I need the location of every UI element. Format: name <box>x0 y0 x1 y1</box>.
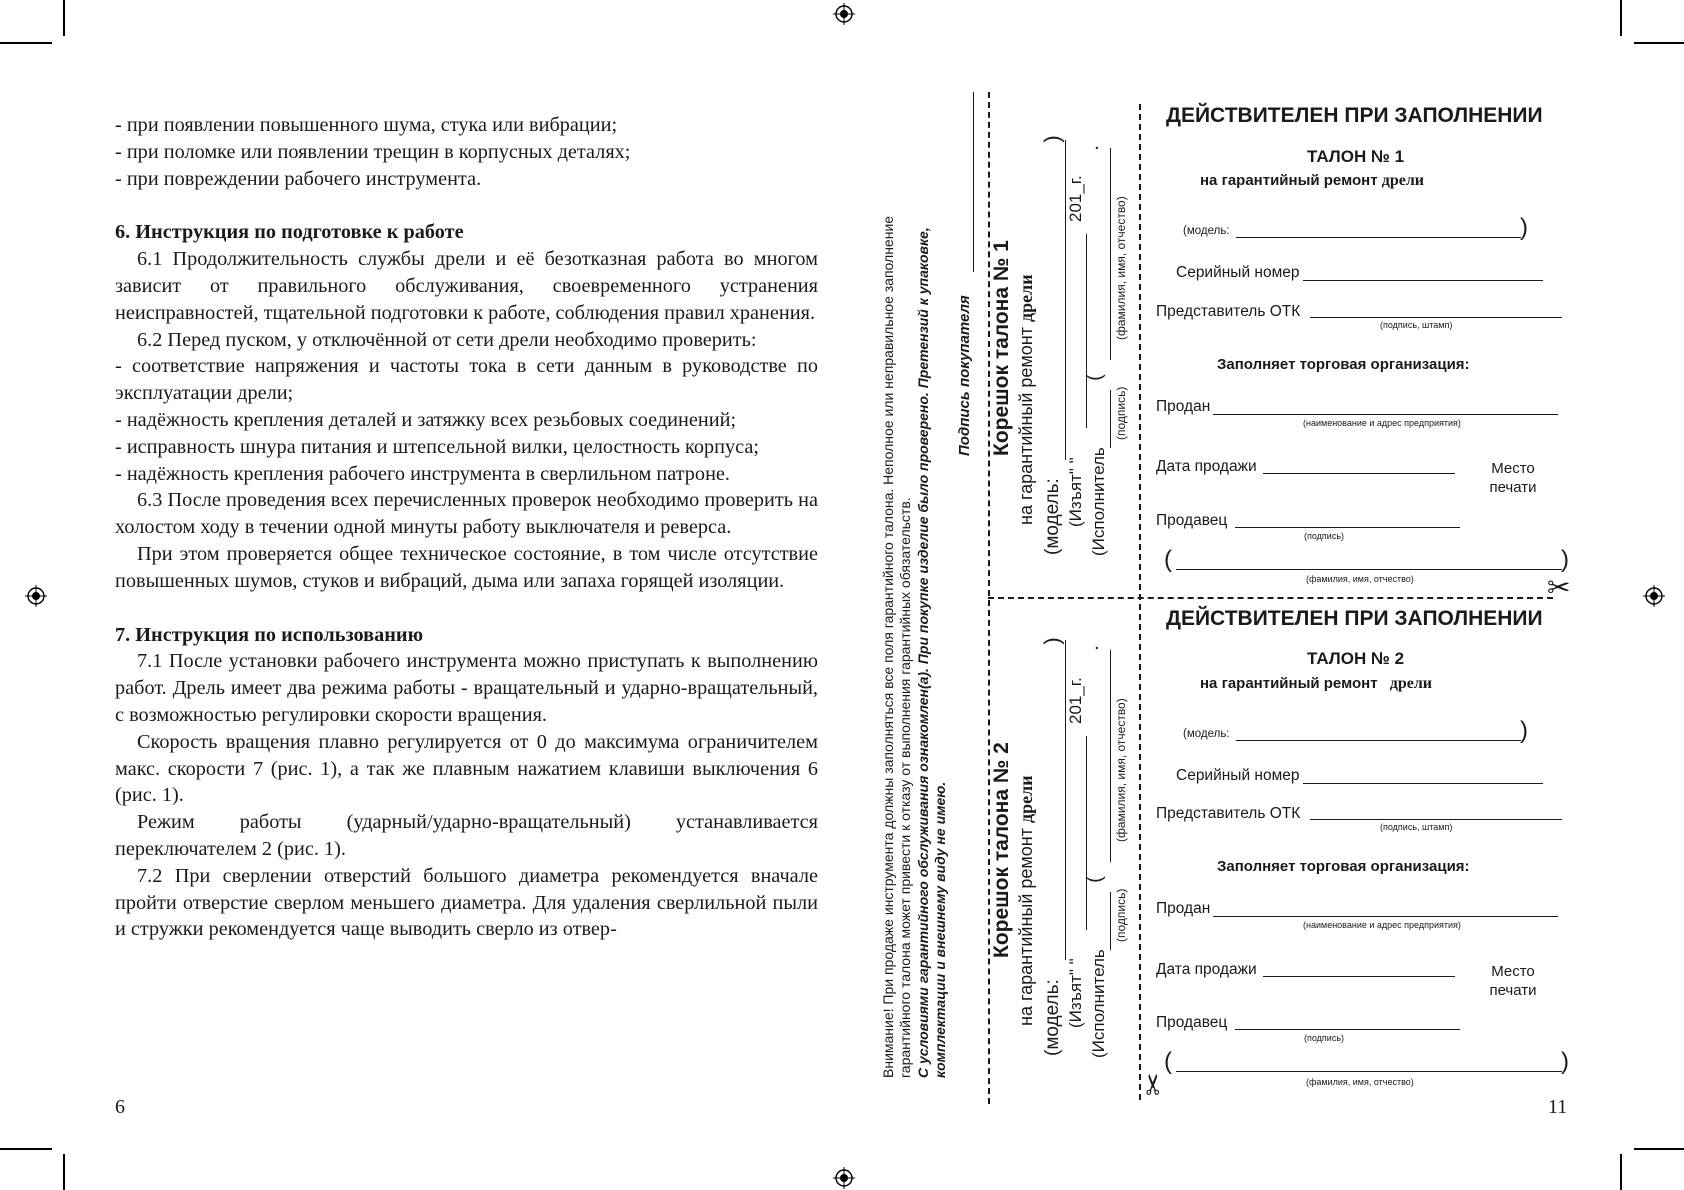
paragraph: Режим работы (ударный/ударно-вращательный) устанавливается переключателем 2 (рис. 1). <box>115 811 818 860</box>
left-page-text <box>115 112 818 943</box>
coupon-subtitle-text: на гарантийный ремонт <box>1200 172 1378 189</box>
stub-fio-caption: (фамилия, имя, отчество) <box>1114 698 1128 842</box>
stamp-label-text: Место печати <box>1489 460 1537 496</box>
paragraph: 6.1 Продолжительность службы дрели и её безотказная работа во многом зависит от правильного обслуживания, своевременного устранения неисправностей, тщательной подготовки к работе, соблюдения правил хранения. <box>115 248 818 324</box>
stub-model-paren: ) <box>1039 637 1065 645</box>
stamp-label-text: Место печати <box>1489 963 1537 999</box>
stub-executor-label: (Исполнитель <box>1089 447 1108 556</box>
sold-caption: (наименование и адрес предприятия) <box>1303 920 1461 930</box>
seller-caption: (подпись) <box>1304 1033 1345 1043</box>
bullet-item: - исправность шнура питания и штепсельной вилки, целостность корпуса; <box>115 435 760 458</box>
otk-line <box>1310 819 1562 820</box>
registration-mark-icon <box>833 3 855 25</box>
otk-caption: (подпись, штамп) <box>1380 320 1453 330</box>
cut-line <box>988 597 1553 599</box>
fio-caption: (фамилия, имя, отчество) <box>1306 574 1414 584</box>
paragraph: При этом проверяется общее техническое состояние, в том числе отсутствие повышенных шумов, стуков и вибраций, дыма или запаха горящей изоляции. <box>115 542 818 592</box>
bullet-item: - при поломке или появлении трещин в корпусных деталях; <box>115 140 631 163</box>
date-line <box>1263 976 1455 977</box>
serial-label: Серийный номер <box>1176 767 1300 784</box>
paragraph: 7.2 При сверлении отверстий большого диаметра рекомендуется вначале пройти отверстие сверлом меньшего диаметра. Для удаления сверлильной пыли и стружки рекомендуется чаще выводить сверло из отвер- <box>115 864 818 941</box>
stub-subtitle-tool: дрели <box>1016 274 1036 322</box>
seller-line <box>1235 1029 1460 1030</box>
date-label: Дата продажи <box>1156 961 1257 978</box>
seller-label: Продавец <box>1156 1014 1228 1031</box>
seller-label: Продавец <box>1156 512 1228 529</box>
stub-paren: ( <box>1083 374 1106 381</box>
warning-line: гарантийного талона может привести к отказу от выполнения гарантийных обязательств. <box>897 497 913 1078</box>
coupon-subtitle-tool: дрели <box>1389 675 1433 692</box>
crop-mark <box>0 1148 52 1150</box>
paragraph: 6.2 Перед пуском, у отключённой от сети дрели необходимо проверить: <box>137 328 757 351</box>
stub-title: Корешок талона № 1 <box>990 240 1013 456</box>
seller-caption: (подпись) <box>1304 531 1345 541</box>
sold-caption: (наименование и адрес предприятия) <box>1303 418 1461 428</box>
stub-sign-caption: (подпись) <box>1114 888 1128 942</box>
model-line <box>1236 237 1521 238</box>
sold-label: Продан <box>1156 900 1211 917</box>
crop-mark <box>1620 0 1622 36</box>
stub-executor-fio-line <box>1110 650 1111 862</box>
stub-executor-sign-line <box>1110 892 1111 950</box>
org-heading: Заполняет торговая организация: <box>1217 356 1470 373</box>
warning-line: Внимание! При продаже инструмента должны заполняться все поля гарантийного талона. Неполное или неправильное заполнение <box>880 215 896 1078</box>
stub-seized-label: (Изъят" " <box>1066 958 1085 1028</box>
serial-line <box>1303 280 1543 281</box>
org-heading: Заполняет торговая организация: <box>1217 858 1470 875</box>
coupon-heading: ДЕЙСТВИТЕЛЕН ПРИ ЗАПОЛНЕНИИ <box>1166 104 1543 127</box>
model-line <box>1236 740 1521 741</box>
sold-line <box>1213 414 1558 415</box>
otk-label: Представитель ОТК <box>1156 805 1301 822</box>
fio-paren-open: ( <box>1164 1048 1172 1075</box>
coupon-title: ТАЛОН № 1 <box>1307 147 1405 166</box>
otk-caption: (подпись, штамп) <box>1380 822 1453 832</box>
crop-mark <box>1634 1148 1684 1150</box>
date-label: Дата продажи <box>1156 458 1257 475</box>
stub-title: Корешок талона № 2 <box>990 742 1013 958</box>
bullet-item: - соответствие напряжения и частоты тока в сети данным в руководстве по эксплуатации дрели; <box>115 355 818 405</box>
cut-line <box>1139 104 1141 1100</box>
stamp-label <box>1483 459 1543 497</box>
crop-mark <box>63 0 65 36</box>
buyer-signature-label: Подпись покупателя <box>956 295 973 456</box>
coupon-subtitle-tool: дрели <box>1381 172 1425 189</box>
stub-executor-sign-line <box>1110 390 1111 448</box>
stub-seized-label: (Изъят" " <box>1066 457 1085 527</box>
section-6-heading: 6. Инструкция по подготовке к работе <box>115 221 464 244</box>
paragraph: Скорость вращения плавно регулируется от 0 до максимума ограничителем макс. скорости 7 (рис. 1), а так же плавным нажатием клавиши выключения 6 (рис. 1). <box>115 730 818 807</box>
stub-dot: . <box>1094 132 1100 154</box>
stub-paren: ( <box>1083 876 1106 883</box>
fio-line <box>1176 569 1562 570</box>
coupon-subtitle <box>1200 675 1432 693</box>
bullet-item: - при появлении повышенного шума, стука или вибрации; <box>115 114 618 136</box>
fio-paren-open: ( <box>1164 546 1172 573</box>
stub-executor-fio-line <box>1110 148 1111 360</box>
bullet-item: - при повреждении рабочего инструмента. <box>115 167 482 190</box>
stub-fio-caption: (фамилия, имя, отчество) <box>1114 196 1128 340</box>
stub-subtitle-text: на гарантийный ремонт <box>1016 327 1036 525</box>
page-number: 11 <box>1548 1096 1568 1118</box>
otk-label: Представитель ОТК <box>1156 303 1301 320</box>
section-7-heading: 7. Инструкция по использованию <box>115 623 424 646</box>
stub-dot: . <box>1094 632 1100 654</box>
model-label: (модель: <box>1183 225 1230 237</box>
crop-mark <box>1634 42 1684 44</box>
bullet-item: - надёжность крепления рабочего инструмента в сверлильном патроне. <box>115 462 731 485</box>
fio-line <box>1176 1071 1562 1072</box>
serial-label: Серийный номер <box>1176 264 1300 281</box>
crop-mark <box>1620 1154 1622 1190</box>
coupon-title: ТАЛОН № 2 <box>1307 649 1405 668</box>
fio-paren-close: ) <box>1561 1048 1569 1075</box>
stub-subtitle-tool: дрели <box>1016 775 1036 823</box>
model-paren: ) <box>1520 214 1528 241</box>
stub-subtitle <box>1016 274 1037 525</box>
coupon-subtitle <box>1200 172 1424 190</box>
warning-line: С условиями гарантийного обслуживания ознакомлен(а). При покупке изделие было проверено. Претензий к упаковке, <box>915 227 931 1078</box>
buyer-signature-line <box>973 92 974 272</box>
paragraph: 7.1 После установки рабочего инструмента можно приступать к выполнению работ. Дрель имеет два режима работы - вращательный и ударно-вращательный, с возможностью регулировки скорости вращения. <box>115 650 818 726</box>
registration-mark-icon <box>833 1167 855 1189</box>
otk-line <box>1310 317 1562 318</box>
stub-model-label: (модель: <box>1042 478 1063 555</box>
stub-date-line <box>1086 234 1087 428</box>
stub-executor-label: (Исполнитель <box>1089 949 1108 1058</box>
stub-year: 201_г. <box>1066 677 1085 724</box>
warning-line: комплектации и внешнему виду не имею. <box>932 781 948 1078</box>
stub-year: 201_г. <box>1066 175 1085 222</box>
seller-line <box>1235 527 1460 528</box>
coupon-heading: ДЕЙСТВИТЕЛЕН ПРИ ЗАПОЛНЕНИИ <box>1166 607 1543 630</box>
model-label: (модель: <box>1183 728 1230 740</box>
stub-sign-caption: (подпись) <box>1114 386 1128 440</box>
date-line <box>1263 473 1455 474</box>
stub-date-line <box>1086 736 1087 930</box>
registration-mark-icon <box>1643 585 1665 607</box>
page-number: 6 <box>115 1096 125 1118</box>
paragraph: 6.3 После проведения всех перечисленных проверок необходимо проверить на холостом ходу в течении одной минуты работу выключателя и реверса. <box>115 489 818 539</box>
stub-model-label: (модель: <box>1042 979 1063 1056</box>
stub-subtitle-text: на гарантийный ремонт <box>1016 828 1036 1026</box>
coupon-subtitle-text: на гарантийный ремонт <box>1200 675 1378 692</box>
fio-paren-close: ) <box>1561 546 1569 573</box>
stamp-label <box>1483 962 1543 1000</box>
serial-line <box>1303 783 1543 784</box>
sold-label: Продан <box>1156 398 1211 415</box>
scissors-icon: ✂ <box>1138 1072 1169 1096</box>
crop-mark <box>0 42 52 44</box>
registration-mark-icon <box>25 585 47 607</box>
model-paren: ) <box>1520 717 1528 744</box>
scissors-icon: ✂ <box>1547 572 1571 603</box>
sold-line <box>1213 916 1558 917</box>
crop-mark <box>63 1154 65 1190</box>
bullet-item: - надёжность крепления деталей и затяжку всех резьбовых соединений; <box>115 408 737 431</box>
stub-subtitle <box>1016 775 1037 1026</box>
stub-model-paren: ) <box>1039 135 1065 143</box>
fio-caption: (фамилия, имя, отчество) <box>1306 1077 1414 1087</box>
